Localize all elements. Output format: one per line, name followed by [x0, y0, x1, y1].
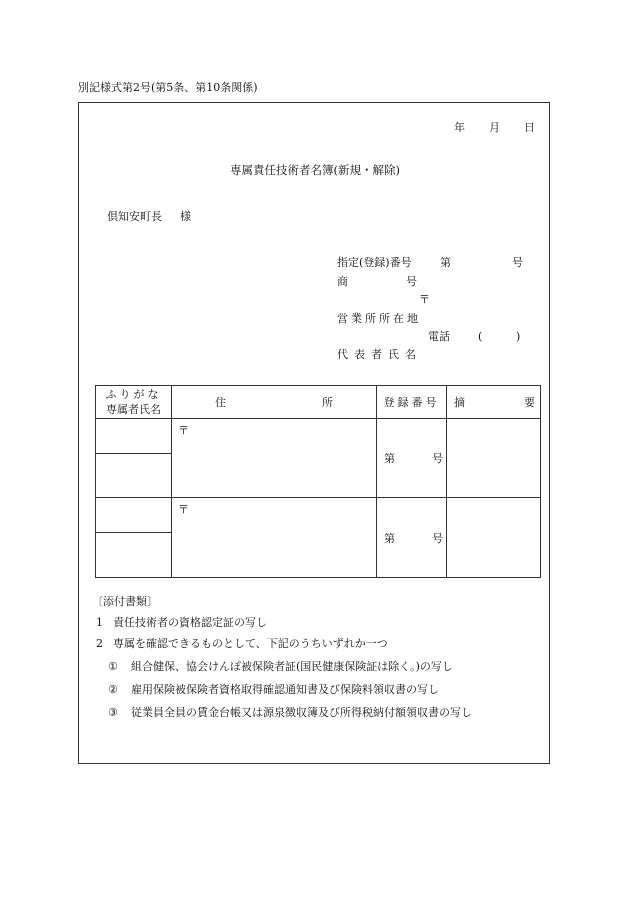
row-2-dai: 第	[384, 531, 395, 545]
staff-register-table	[95, 385, 541, 578]
phone-open-paren: (	[478, 330, 483, 343]
attachment-subitem-2-text: 雇用保険被保険者資格取得確認通知書及び保険料領収書の写し	[131, 683, 439, 696]
trade-name-label-1: 商	[337, 275, 348, 288]
attachment-subitem-1-text: 組合健保、協会けんぽ被保険者証(国民健康保険証は除く。)の写し	[131, 660, 453, 673]
header-registration-number: 登録番号	[377, 386, 447, 419]
addressee-name: 倶知安町長	[107, 210, 162, 223]
table-row	[96, 498, 541, 533]
attachment-item-2-text: 専属を確認できるものとして、下記のうちいずれか一つ	[113, 637, 388, 650]
header-address	[172, 386, 377, 419]
row-1-go: 号	[432, 452, 443, 465]
address-cell-2[interactable]	[172, 498, 377, 578]
office-address-label: 営業所所在地	[337, 312, 421, 325]
header-staff-name: 専属者氏名	[106, 403, 161, 416]
header-name	[96, 386, 172, 419]
header-remarks-2: 要	[524, 396, 535, 409]
staff-name-cell-1[interactable]	[96, 454, 172, 498]
attachments-heading: 〔添付書類〕	[92, 595, 158, 608]
table-row	[96, 419, 541, 454]
date-month: 月	[489, 121, 500, 134]
header-remarks	[447, 386, 541, 419]
attachment-item-1-num: 1	[96, 616, 103, 629]
attachment-subitem-3-text: 従業員全員の賃金台帳又は源泉徴収簿及び所得税納付額領収書の写し	[131, 706, 472, 719]
staff-name-cell-2[interactable]	[96, 533, 172, 578]
registration-number-cell-2[interactable]	[377, 498, 447, 578]
attachment-subitem-1-num: ①	[108, 660, 118, 673]
phone-label: 電話	[428, 330, 450, 343]
header-address-1: 住	[215, 396, 226, 409]
designation-dai: 第	[440, 256, 451, 269]
attachment-subitem-3-num: ③	[108, 706, 118, 719]
addressee-honorific: 様	[180, 210, 191, 223]
form-number-label: 別記様式第2号(第5条、第10条関係)	[78, 81, 258, 94]
representative-name-label: 代表者氏名	[337, 348, 422, 361]
address-cell-1[interactable]	[172, 419, 377, 498]
furigana-cell-1[interactable]	[96, 419, 172, 454]
registration-number-cell-1[interactable]	[377, 419, 447, 498]
header-address-2: 所	[322, 396, 333, 409]
row-2-go: 号	[432, 531, 443, 545]
date-day: 日	[524, 121, 535, 134]
remarks-cell-2[interactable]	[447, 498, 541, 578]
table-header-row	[96, 386, 541, 419]
designation-number-label: 指定(登録)番号	[337, 256, 412, 269]
furigana-cell-2[interactable]	[96, 498, 172, 533]
attachment-item-1-text: 責任技術者の資格認定証の写し	[113, 616, 267, 629]
attachment-item-2-num: 2	[96, 637, 103, 650]
header-furigana: ふりがな	[105, 388, 162, 401]
phone-close-paren: )	[516, 330, 521, 343]
header-remarks-1: 摘	[454, 396, 465, 409]
document-title: 専属責任技術者名簿(新規・解除)	[230, 163, 400, 177]
row-1-postal-mark: 〒	[178, 424, 189, 437]
date-year: 年	[454, 121, 465, 134]
trade-name-label-2: 号	[406, 275, 417, 288]
attachment-subitem-2-num: ②	[108, 683, 118, 696]
row-1-dai: 第	[384, 452, 395, 465]
designation-go: 号	[512, 256, 523, 269]
addressee	[107, 211, 191, 222]
remarks-cell-1[interactable]	[447, 419, 541, 498]
row-2-postal-mark: 〒	[178, 503, 189, 516]
postal-mark: 〒	[419, 293, 430, 306]
